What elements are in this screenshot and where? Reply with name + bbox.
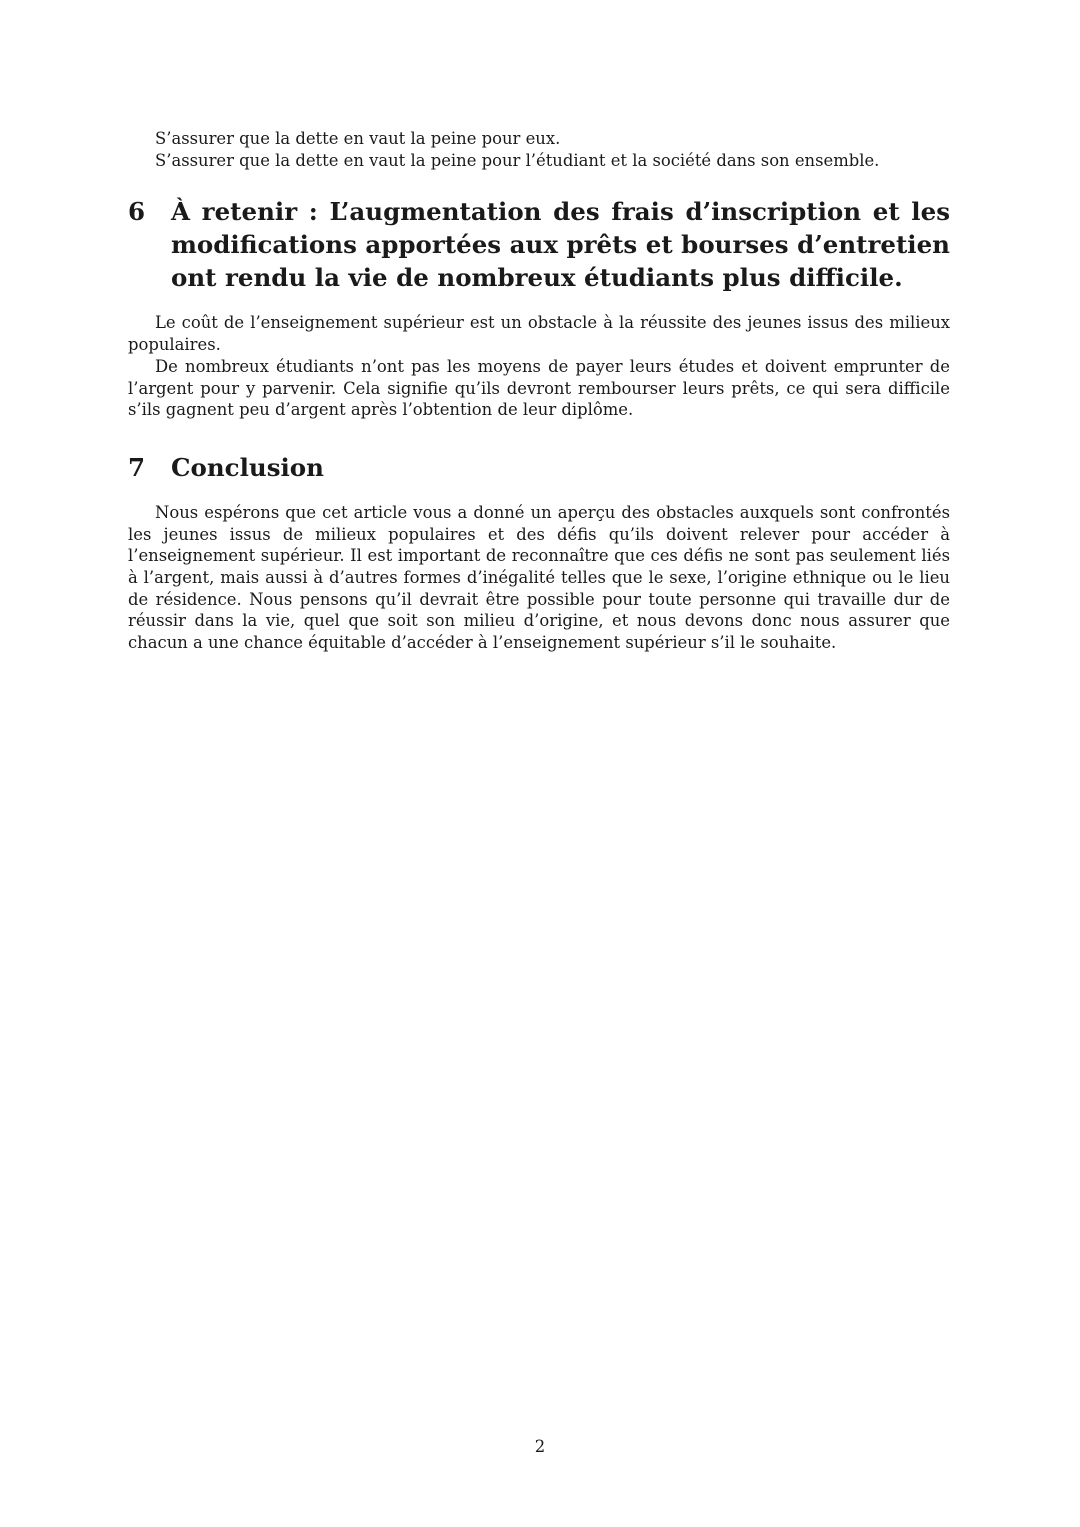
section-7-body — [128, 502, 950, 654]
section-6-paragraph-1: Le coût de l’enseignement supérieur est un obstacle à la réussite des jeunes issus des milieux populaires. — [128, 313, 950, 355]
section-6-body — [128, 312, 950, 421]
section-6-number: 6 — [128, 197, 146, 227]
section-7-number: 7 — [128, 452, 146, 482]
section-7-paragraph-1: Nous espérons que cet article vous a donné un aperçu des obstacles auxquels sont confrontés les jeunes issus de milieux populaires et des défis qu’ils doivent relever pour accéder à l’enseignement supérieur. Il est important de reconnaître que ces défis ne sont pas seulement liés à l’argent, mais aussi à d’autres formes d’inégalité telles que le sexe, l’origine ethnique ou le lieu de résidence. Nous pensons qu’il devrait être possible pour toute personne qui travaille dur de réussir dans la vie, quel que soit son milieu d’origine, et nous devons donc nous assurer que chacun a une chance équitable d’accéder à l’enseignement supérieur s’il le souhaite. — [128, 502, 950, 653]
section-6-paragraph-2: De nombreux étudiants n’ont pas les moyens de payer leurs études et doivent emprunter de l’argent pour y parvenir. Cela signifie qu’ils devront rembourser leurs prêts, ce qui sera difficile s’ils gagnent peu d’argent après l’obtention de leur diplôme. — [128, 356, 950, 420]
intro-line-2: S’assurer que la dette en vaut la peine pour l’étudiant et la société dans son ensemble. — [155, 150, 880, 170]
intro-lines — [128, 128, 950, 171]
section-7-title: Conclusion — [171, 452, 324, 482]
page-number: 2 — [534, 1437, 546, 1456]
section-7 — [128, 451, 950, 484]
intro-line-1: S’assurer que la dette en vaut la peine pour eux. — [155, 129, 561, 148]
section-6-title: À retenir : L’augmentation des frais d’inscription et les modifications apportées aux prêts et bourses d’entretien ont rendu la vie de nombreux étudiants plus difficile. — [171, 197, 950, 293]
page-body — [128, 128, 950, 654]
section-6 — [128, 195, 950, 294]
